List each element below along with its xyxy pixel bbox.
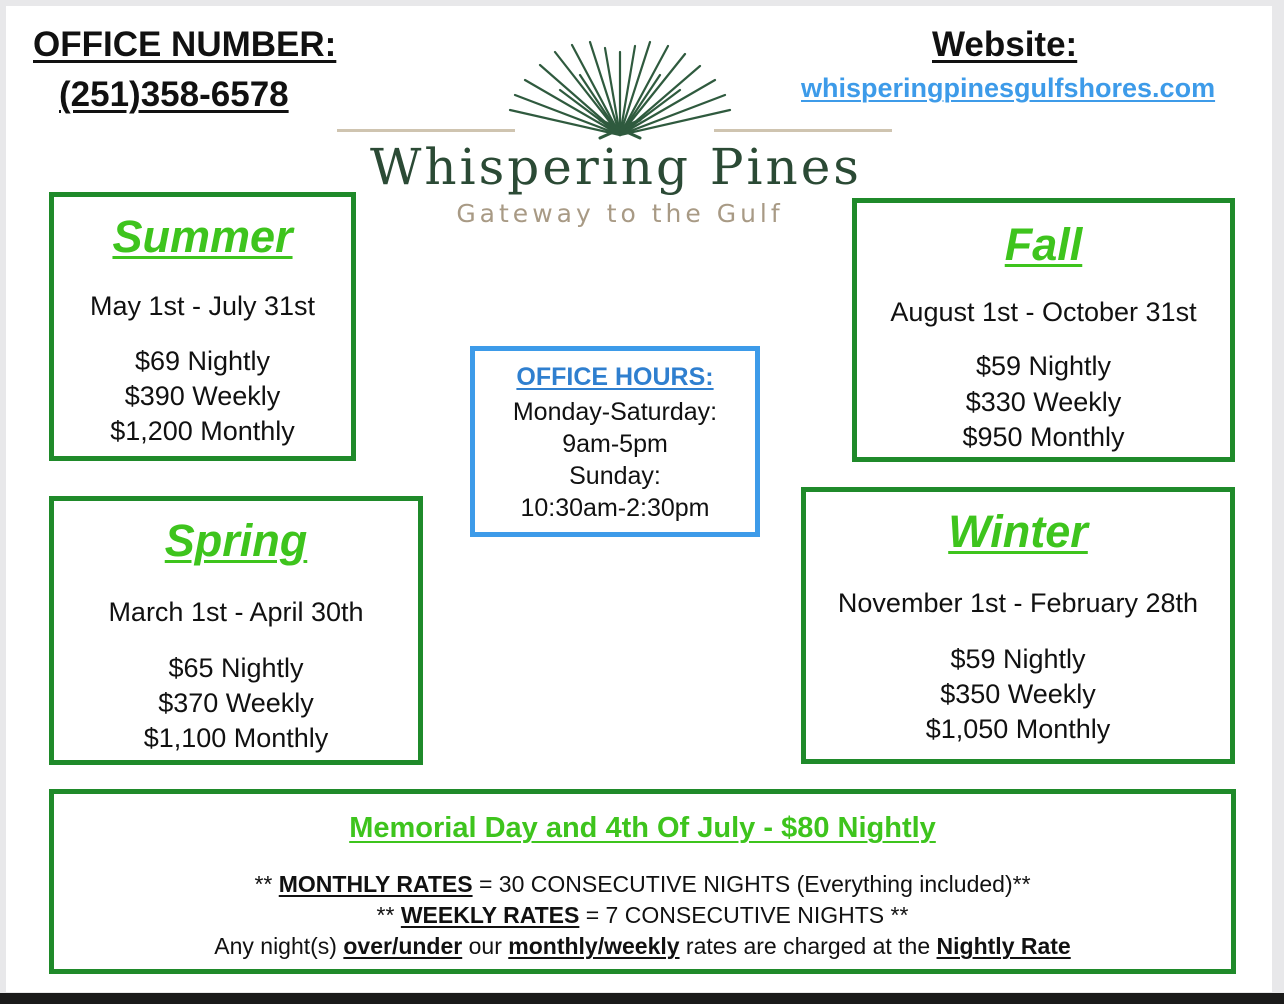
season-dates: August 1st - October 31st: [890, 297, 1197, 327]
season-dates: May 1st - July 31st: [89, 291, 316, 321]
hours-line: 10:30am-2:30pm: [520, 494, 710, 522]
season-card-summer: [49, 192, 356, 461]
season-dates: November 1st - February 28th: [837, 588, 1199, 618]
pine-logo-icon: [500, 40, 740, 140]
brand-tagline: Gateway to the Gulf: [456, 199, 784, 228]
season-title: Summer: [112, 211, 293, 262]
season-title: Spring: [164, 515, 308, 566]
holiday-rate-title: Memorial Day and 4th Of July - $80 Nightly: [349, 812, 936, 844]
season-dates: March 1st - April 30th: [108, 597, 364, 627]
hours-line: 9am-5pm: [562, 430, 668, 458]
hours-line: Sunday:: [569, 462, 661, 490]
weekly-rate: $350 Weekly: [940, 679, 1096, 709]
office-number-label: OFFICE NUMBER:: [33, 25, 337, 64]
nightly-rate-note: Any night(s) over/under our monthly/weekly rates are charged at the Nightly Rate: [214, 933, 1071, 959]
office-phone[interactable]: (251)358-6578: [59, 75, 289, 114]
monthly-rates-note: ** MONTHLY RATES = 30 CONSECUTIVE NIGHTS (Everything included)**: [254, 871, 1031, 897]
weekly-rate: $330 Weekly: [965, 387, 1122, 417]
season-title: Fall: [1004, 219, 1083, 270]
office-hours-title: OFFICE HOURS:: [516, 363, 714, 391]
bottom-edge-bar: [0, 993, 1284, 1004]
season-card-winter: [801, 487, 1235, 764]
nightly-rate: $69 Nightly: [134, 346, 271, 376]
logo-rule-right: [714, 129, 892, 132]
nightly-rate: $59 Nightly: [975, 351, 1112, 381]
nightly-rate: $65 Nightly: [168, 653, 304, 683]
website-label: Website:: [932, 25, 1078, 64]
website-link[interactable]: whisperingpinesgulfshores.com: [801, 73, 1216, 103]
rate-notice-box: [49, 789, 1236, 974]
weekly-rates-note: ** WEEKLY RATES = 7 CONSECUTIVE NIGHTS **: [376, 902, 909, 928]
hours-line: Monday-Saturday:: [512, 398, 718, 426]
brand-name: Whispering Pines: [370, 138, 862, 196]
weekly-rate: $390 Weekly: [124, 381, 281, 411]
monthly-rate: $1,200 Monthly: [110, 416, 295, 446]
season-card-spring: [49, 496, 423, 765]
weekly-rate: $370 Weekly: [158, 688, 314, 718]
monthly-rate: $1,100 Monthly: [143, 723, 329, 753]
monthly-rate: $1,050 Monthly: [925, 714, 1111, 744]
season-title: Winter: [948, 506, 1088, 557]
logo-rule-left: [337, 129, 515, 132]
office-hours-box: [470, 346, 760, 537]
nightly-rate: $59 Nightly: [950, 644, 1086, 674]
monthly-rate: $950 Monthly: [962, 422, 1125, 452]
season-card-fall: [852, 198, 1235, 462]
